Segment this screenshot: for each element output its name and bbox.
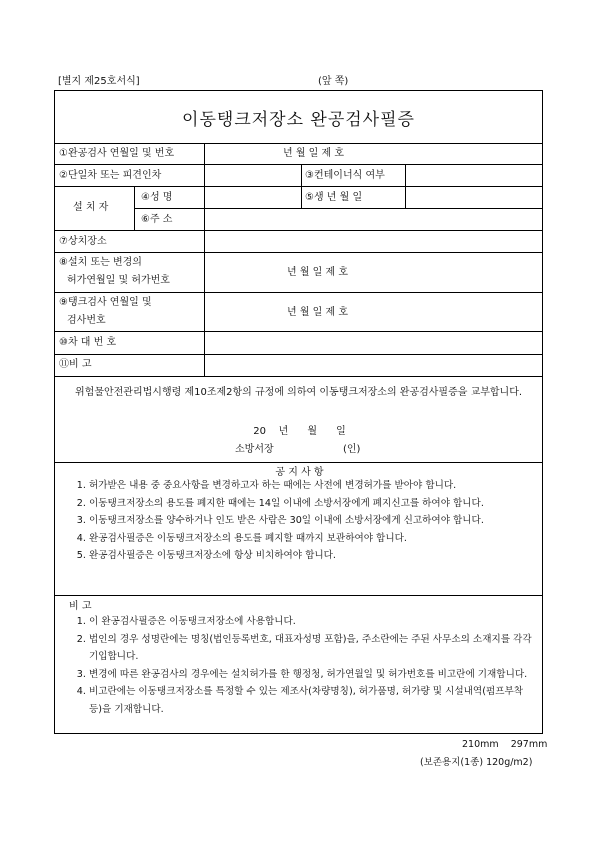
signer: 소방서장 (235, 444, 274, 455)
vehicle-no-label: ⑩차 대 번 호 (59, 337, 117, 348)
permit-value: 년 월 일 제 호 (287, 267, 349, 278)
remark-item: 3. 변경에 따른 완공검사의 경우에는 설치허가를 한 행정청, 허가연월일 및 허가번호를 비고란에 기재합니다. (89, 666, 534, 684)
form-title: 이동탱크저장소 완공검사필증 (182, 110, 415, 130)
certificate-form (54, 90, 543, 734)
container-type-label: ③컨테이너식 여부 (305, 170, 385, 181)
seal-mark: (인) (343, 444, 361, 455)
tank-inspection-label-1: ⑨탱크검사 연월일 및 (59, 297, 152, 308)
remark-item: 2. 법인의 경우 성명란에는 명칭(법인등록번호, 대표자성명 포함)을, 주소란에는 주된 사무소의 소재지를 각각 기입합니다. (89, 631, 534, 666)
notice-item: 4. 완공검사필증은 이동탱크저장소의 용도를 폐지할 때까지 보관하여야 합니다. (89, 530, 534, 548)
form-number: [별지 제25호서식] (58, 76, 140, 87)
remark-item: 4. 비고란에는 이동탱크저장소를 특정할 수 있는 제조사(차량명칭), 허가품명, 허가량 및 시설내역(펌프부착 등)을 기재합니다. (89, 683, 534, 718)
notice-list (55, 477, 542, 565)
notice-item: 3. 이동탱크저장소를 양수하거나 인도 받은 사람은 30일 이내에 소방서장에게 신고하여야 합니다. (89, 512, 534, 530)
name-label: ④성 명 (141, 192, 173, 203)
remark-list (55, 613, 542, 718)
paper-size: 210mm 297mm (462, 739, 548, 750)
address-label: ⑥주 소 (141, 214, 173, 225)
permit-label-1: ⑧설치 또는 변경의 (59, 257, 142, 268)
notice-item: 1. 허가받은 내용 중 중요사항을 변경하고자 하는 때에는 사전에 변경허가를 받아야 합니다. (89, 477, 534, 495)
completion-date-value: 년 월 일 제 호 (283, 148, 345, 159)
remarks-label: ⑪비 고 (59, 359, 92, 370)
notice-item: 5. 완공검사필증은 이동탱크저장소에 항상 비치하여야 합니다. (89, 547, 534, 565)
paper-spec: (보존용지(1종) 120g/m2) (420, 757, 533, 768)
parking-label: ⑦상치장소 (59, 236, 107, 247)
notice-item: 2. 이동탱크저장소의 용도를 폐지한 때에는 14일 이내에 소방서장에게 폐지신고를 하여야 합니다. (89, 495, 534, 513)
notice-title: 공 지 사 항 (275, 467, 324, 478)
tank-inspection-value: 년 월 일 제 호 (287, 307, 349, 318)
issue-statement: 위험물안전관리법시행령 제10조제2항의 규정에 의하여 이동탱크저장소의 완공검사필증을 교부합니다. (75, 387, 523, 398)
page-side-label: (앞 쪽) (318, 76, 349, 87)
installer-label: 설 치 자 (73, 202, 109, 213)
birth-label: ⑤생 년 월 일 (305, 192, 363, 203)
vehicle-type-label: ②단일차 또는 피견인차 (59, 170, 162, 181)
completion-date-label: ①완공검사 연월일 및 번호 (59, 148, 175, 159)
remark-item: 1. 이 완공검사필증은 이동탱크저장소에 사용합니다. (89, 613, 534, 631)
issue-date: 20 년 월 일 (253, 426, 346, 437)
permit-label-2: 허가연월일 및 허가번호 (67, 275, 170, 286)
tank-inspection-label-2: 검사번호 (67, 315, 106, 326)
remark-title: 비 고 (69, 601, 92, 612)
